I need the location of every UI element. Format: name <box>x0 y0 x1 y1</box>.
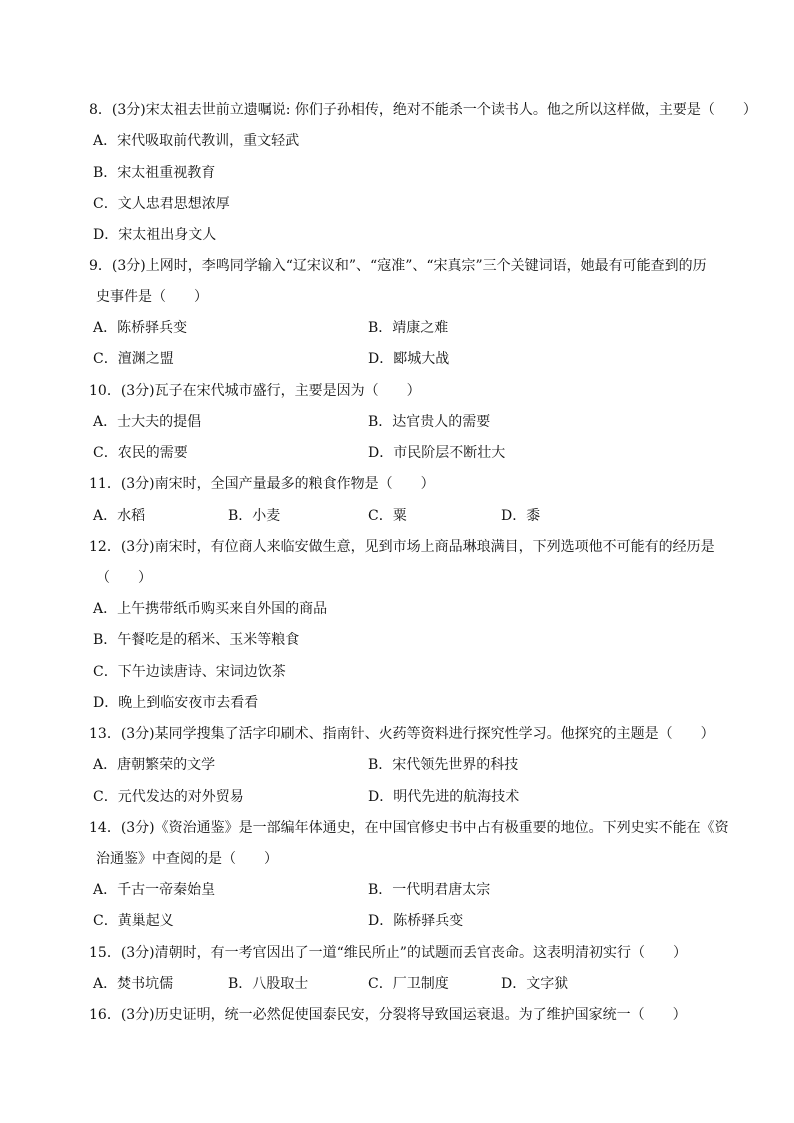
question-13-option-d: D．明代先进的航海技术 <box>368 789 520 805</box>
question-15-option-d: D．文字狱 <box>501 976 569 992</box>
question-9-option-d: D．郾城大战 <box>368 351 450 367</box>
question-8-stem: 8．(3分)宋太祖去世前立遗嘱说: 你们子孙相传，绝对不能杀一个读书人。他之所以这样做，主要是（ ） <box>89 102 757 118</box>
question-15-option-b: B．八股取士 <box>228 976 309 992</box>
question-9-stem-cont: 史事件是（ ） <box>96 289 208 305</box>
question-13-stem: 13．(3分)某同学搜集了活字印刷术、指南针、火药等资料进行探究性学习。他探究的主题是（ ） <box>89 726 715 742</box>
question-10-option-a: A．士大夫的提倡 <box>93 414 202 430</box>
question-8-option-c: C．文人忠君思想浓厚 <box>93 196 230 212</box>
question-11-stem: 11．(3分)南宋时，全国产量最多的粮食作物是（ ） <box>89 476 435 492</box>
question-11-option-b: B．小麦 <box>228 508 281 524</box>
question-15-option-c: C．厂卫制度 <box>368 976 449 992</box>
question-9-option-a: A．陈桥驿兵变 <box>93 320 188 336</box>
question-15-option-a: A．焚书坑儒 <box>93 976 174 992</box>
question-15-stem: 15．(3分)清朝时，有一考官因出了一道“维民所止”的试题而丢官丧命。这表明清初实行（ ） <box>89 945 687 961</box>
question-8-option-b: B．宋太祖重视教育 <box>93 165 216 181</box>
question-11-option-c: C．粟 <box>368 508 407 524</box>
question-14-stem-cont: 治通鉴》中查阅的是（ ） <box>96 851 278 867</box>
question-11-option-a: A．水稻 <box>93 508 146 524</box>
question-9-option-c: C．澶渊之盟 <box>93 351 174 367</box>
question-9-stem: 9．(3分)上网时，李鸣同学输入“辽宋议和”、“寇准”、“宋真宗”三个关键词语，她最有可能查到的历 <box>89 258 707 274</box>
question-8-option-a: A．宋代吸取前代教训，重文轻武 <box>93 133 300 149</box>
question-9-option-b: B．靖康之难 <box>368 320 449 336</box>
question-10-option-c: C．农民的需要 <box>93 445 188 461</box>
question-12-stem: 12．(3分)南宋时，有位商人来临安做生意，见到市场上商品琳琅满目，下列选项他不可能有的经历是 <box>89 539 715 555</box>
question-10-stem: 10．(3分)瓦子在宋代城市盛行，主要是因为（ ） <box>89 383 421 399</box>
question-14-option-a: A．千古一帝秦始皇 <box>93 882 216 898</box>
question-12-option-d: D．晚上到临安夜市去看看 <box>93 695 259 711</box>
question-10-option-b: B．达官贵人的需要 <box>368 414 491 430</box>
question-12-option-b: B．午餐吃是的稻米、玉米等粮食 <box>93 632 300 648</box>
question-14-stem: 14．(3分)《资治通鉴》是一部编年体通史，在中国官修史书中占有极重要的地位。下列史实不能在《资 <box>89 820 729 836</box>
question-10-option-d: D．市民阶层不断壮大 <box>368 445 506 461</box>
question-14-option-d: D．陈桥驿兵变 <box>368 913 464 929</box>
question-12-option-c: C．下午边读唐诗、宋词边饮茶 <box>93 664 286 680</box>
question-14-option-b: B．一代明君唐太宗 <box>368 882 491 898</box>
question-12-option-a: A．上午携带纸币购买来自外国的商品 <box>93 601 328 617</box>
question-8-option-d: D．宋太祖出身文人 <box>93 227 217 243</box>
question-12-stem-cont: （ ） <box>96 570 152 586</box>
question-16-stem: 16．(3分)历史证明，统一必然促使国泰民安，分裂将导致国运衰退。为了维护国家统一（ ） <box>89 1007 687 1023</box>
question-13-option-b: B．宋代领先世界的科技 <box>368 757 519 773</box>
question-11-option-d: D．黍 <box>501 508 541 524</box>
question-14-option-c: C．黄巢起义 <box>93 913 174 929</box>
question-13-option-c: C．元代发达的对外贸易 <box>93 789 244 805</box>
question-13-option-a: A．唐朝繁荣的文学 <box>93 757 216 773</box>
